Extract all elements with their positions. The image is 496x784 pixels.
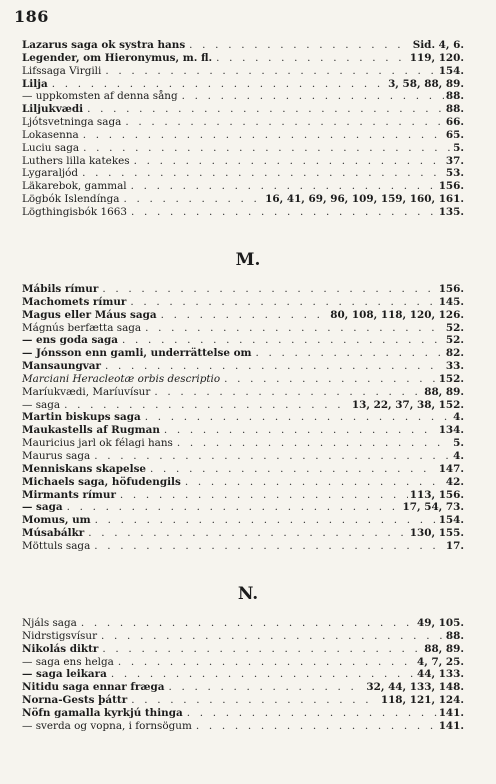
entry-label: Ljótsvetninga saga xyxy=(22,116,122,129)
index-entry xyxy=(22,386,464,399)
entry-label: Lögthingisbók 1663 xyxy=(22,205,127,218)
index-entry xyxy=(22,309,464,322)
leader-dots xyxy=(120,489,408,502)
leader-dots xyxy=(81,617,415,630)
index-entry xyxy=(22,52,464,65)
entry-label: Nidrstigsvísur xyxy=(22,629,98,642)
leader-dots xyxy=(102,283,436,296)
entry-label: Maríukvædi, Maríuvísur xyxy=(22,385,151,398)
leader-dots xyxy=(87,103,444,116)
index-entry xyxy=(22,450,464,463)
leader-dots xyxy=(216,52,408,65)
index-entry xyxy=(22,694,464,707)
index-entry xyxy=(22,476,464,489)
entry-pages: 154. xyxy=(438,64,464,77)
entry-label: — Jónsson enn gamli, underrättelse om xyxy=(22,347,252,360)
index-entry xyxy=(22,617,464,630)
entry-pages: 37. xyxy=(445,154,464,167)
leader-dots xyxy=(161,309,329,322)
section-l-entries xyxy=(22,39,464,219)
leader-dots xyxy=(185,476,444,489)
entry-label: Maurus saga xyxy=(22,449,91,462)
index-entry xyxy=(22,155,464,168)
entry-label: Lokasenna xyxy=(22,128,79,141)
leader-dots xyxy=(131,180,437,193)
entry-label: Machomets rímur xyxy=(22,295,127,308)
entry-pages: 17. xyxy=(445,539,464,552)
entry-pages: 88. xyxy=(445,103,464,116)
index-entry xyxy=(22,489,464,502)
index-entry xyxy=(22,167,464,180)
section-heading-n: N. xyxy=(237,584,259,604)
entry-pages: 141. xyxy=(438,719,464,732)
entry-pages: 4. xyxy=(453,411,464,424)
entry-pages: 130, 155. xyxy=(409,527,464,540)
index-entry xyxy=(22,360,464,373)
entry-pages: 3, 58, 88, 89. xyxy=(388,77,464,90)
leader-dots xyxy=(131,206,437,219)
index-entry xyxy=(22,334,464,347)
leader-dots xyxy=(83,129,444,142)
index-entry xyxy=(22,373,464,386)
leader-dots xyxy=(94,540,444,553)
leader-dots xyxy=(131,694,379,707)
entry-label: — sverda og vopna, i fornsögum xyxy=(22,719,192,732)
leader-dots xyxy=(134,155,444,168)
leader-dots xyxy=(168,681,364,694)
entry-pages: 113, 156. xyxy=(409,488,464,501)
entry-label: Mágnús berfætta saga xyxy=(22,321,142,334)
index-entry xyxy=(22,540,464,553)
leader-dots xyxy=(64,399,350,412)
index-entry xyxy=(22,296,464,309)
entry-label: Mansaungvar xyxy=(22,360,101,373)
index-entry xyxy=(22,90,464,103)
entry-pages: 88, 89. xyxy=(424,385,464,398)
entry-pages: 119, 120. xyxy=(409,51,464,64)
entry-pages: 4. xyxy=(453,449,464,462)
entry-pages: 88. xyxy=(445,90,464,103)
index-entry xyxy=(22,116,464,129)
leader-dots xyxy=(95,514,437,527)
entry-label: — saga xyxy=(22,398,61,411)
entry-pages: 33. xyxy=(445,360,464,373)
leader-dots xyxy=(122,334,444,347)
index-entry xyxy=(22,206,464,219)
entry-label: Lifssaga Virgili xyxy=(22,64,102,77)
leader-dots xyxy=(164,424,437,437)
index-entry xyxy=(22,180,464,193)
entry-label: Menniskans skapelse xyxy=(22,462,147,475)
entry-label: Norna-Gests þáttr xyxy=(22,694,128,707)
entry-label: Lilja xyxy=(22,77,48,90)
entry-pages: 80, 108, 118, 120, 126. xyxy=(330,308,464,321)
entry-label: Legender, om Hieronymus, m. fl. xyxy=(22,51,213,64)
entry-pages: 82. xyxy=(445,347,464,360)
entry-pages: 152. xyxy=(438,372,464,385)
index-entry xyxy=(22,463,464,476)
section-n-entries xyxy=(22,617,464,733)
entry-pages: 88, 89. xyxy=(424,642,464,655)
entry-label: Mauricius jarl ok félagi hans xyxy=(22,437,173,450)
leader-dots xyxy=(189,39,411,52)
index-entry xyxy=(22,39,464,52)
leader-dots xyxy=(82,167,444,180)
entry-label: — saga ens helga xyxy=(22,655,114,668)
entry-label: Momus, um xyxy=(22,514,91,527)
entry-pages: 156. xyxy=(438,180,464,193)
entry-pages: 118, 121, 124. xyxy=(380,694,464,707)
leader-dots xyxy=(118,656,415,669)
index-entry xyxy=(22,142,464,155)
leader-dots xyxy=(256,347,444,360)
entry-label: Mirmants rímur xyxy=(22,488,116,501)
index-entry xyxy=(22,707,464,720)
leader-dots xyxy=(83,142,451,155)
index-entry xyxy=(22,514,464,527)
entry-pages: 145. xyxy=(438,295,464,308)
index-entry xyxy=(22,283,464,296)
entry-pages: 44, 133. xyxy=(416,668,464,681)
index-entry xyxy=(22,656,464,669)
page-number: 186 xyxy=(14,7,49,26)
entry-pages: 5. xyxy=(453,437,464,450)
entry-pages: 17, 54, 73. xyxy=(402,501,464,514)
leader-dots xyxy=(187,707,437,720)
leader-dots xyxy=(154,386,422,399)
index-entry xyxy=(22,437,464,450)
leader-dots xyxy=(145,322,444,335)
index-entry xyxy=(22,643,464,656)
entry-label: Magus eller Máus saga xyxy=(22,308,157,321)
index-entry xyxy=(22,347,464,360)
section-m-entries xyxy=(22,283,464,553)
entry-pages: 52. xyxy=(445,334,464,347)
entry-pages: 42. xyxy=(445,475,464,488)
leader-dots xyxy=(102,643,422,656)
leader-dots xyxy=(196,720,437,733)
entry-label: Nitidu saga ennar fræga xyxy=(22,681,165,694)
index-entry xyxy=(22,103,464,116)
index-entry xyxy=(22,424,464,437)
index-entry xyxy=(22,65,464,78)
index-entry xyxy=(22,681,464,694)
entry-label: Martin biskups saga xyxy=(22,411,141,424)
index-entry xyxy=(22,193,464,206)
index-entry xyxy=(22,668,464,681)
entry-label: Lazarus saga ok systra hans xyxy=(22,39,186,51)
entry-pages: 154. xyxy=(438,514,464,527)
leader-dots xyxy=(177,437,451,450)
entry-pages: 32, 44, 133, 148. xyxy=(366,681,464,694)
entry-label: Läkarebok, gammal xyxy=(22,180,127,193)
entry-label: Njáls saga xyxy=(22,617,77,629)
entry-pages: 147. xyxy=(438,462,464,475)
section-heading-m: M. xyxy=(235,250,261,270)
entry-pages: 49, 105. xyxy=(416,617,464,629)
entry-label: Nöfn gamalla kyrkjú thinga xyxy=(22,706,183,719)
entry-label: Lygaraljód xyxy=(22,167,79,180)
leader-dots xyxy=(145,411,451,424)
index-entry xyxy=(22,501,464,514)
entry-label: Músabálkr xyxy=(22,527,85,540)
index-entry xyxy=(22,78,464,91)
entry-pages: 53. xyxy=(445,167,464,180)
entry-label: Maukastells af Rugman xyxy=(22,424,160,437)
entry-pages: 13, 22, 37, 38, 152. xyxy=(351,398,464,411)
leader-dots xyxy=(123,193,263,206)
leader-dots xyxy=(67,501,401,514)
index-entry xyxy=(22,720,464,733)
entry-label: Liljukvædi xyxy=(22,103,84,116)
index-entry xyxy=(22,129,464,142)
leader-dots xyxy=(111,668,415,681)
leader-dots xyxy=(182,90,444,103)
leader-dots xyxy=(101,630,444,643)
leader-dots xyxy=(88,527,408,540)
leader-dots xyxy=(105,360,444,373)
entry-pages: 4, 7, 25. xyxy=(416,655,464,668)
entry-pages: 5. xyxy=(453,141,464,154)
entry-label: Luciu saga xyxy=(22,141,80,154)
entry-label: — saga leikara xyxy=(22,668,107,681)
entry-label: — ens goda saga xyxy=(22,334,119,347)
entry-label: Marciani Heracleotæ orbis descriptio xyxy=(22,372,221,385)
leader-dots xyxy=(150,463,437,476)
index-entry xyxy=(22,411,464,424)
entry-pages: 135. xyxy=(438,205,464,218)
entry-pages: 16, 41, 69, 96, 109, 159, 160, 161. xyxy=(265,193,464,206)
entry-pages: 65. xyxy=(445,128,464,141)
entry-pages: Sid. 4, 6. xyxy=(412,39,464,51)
entry-label: Lögbók Islendínga xyxy=(22,193,120,206)
entry-label: — saga xyxy=(22,501,63,514)
entry-pages: 141. xyxy=(438,706,464,719)
entry-label: Luthers lilla katekes xyxy=(22,154,130,167)
index-entry xyxy=(22,630,464,643)
entry-label: Michaels saga, höfudengils xyxy=(22,475,181,488)
leader-dots xyxy=(105,65,436,78)
entry-pages: 52. xyxy=(445,321,464,334)
entry-label: — uppkomsten af denna sång xyxy=(22,90,178,103)
entry-pages: 134. xyxy=(438,424,464,437)
leader-dots xyxy=(94,450,451,463)
index-entry xyxy=(22,527,464,540)
leader-dots xyxy=(125,116,444,129)
entry-pages: 156. xyxy=(438,283,464,295)
entry-label: Nikolás diktr xyxy=(22,642,99,655)
leader-dots xyxy=(52,78,386,91)
entry-label: Mábils rímur xyxy=(22,283,99,295)
leader-dots xyxy=(224,373,437,386)
entry-label: Möttuls saga xyxy=(22,539,91,552)
leader-dots xyxy=(130,296,436,309)
entry-pages: 66. xyxy=(445,116,464,129)
entry-pages: 88. xyxy=(445,629,464,642)
index-entry xyxy=(22,322,464,335)
index-entry xyxy=(22,399,464,412)
